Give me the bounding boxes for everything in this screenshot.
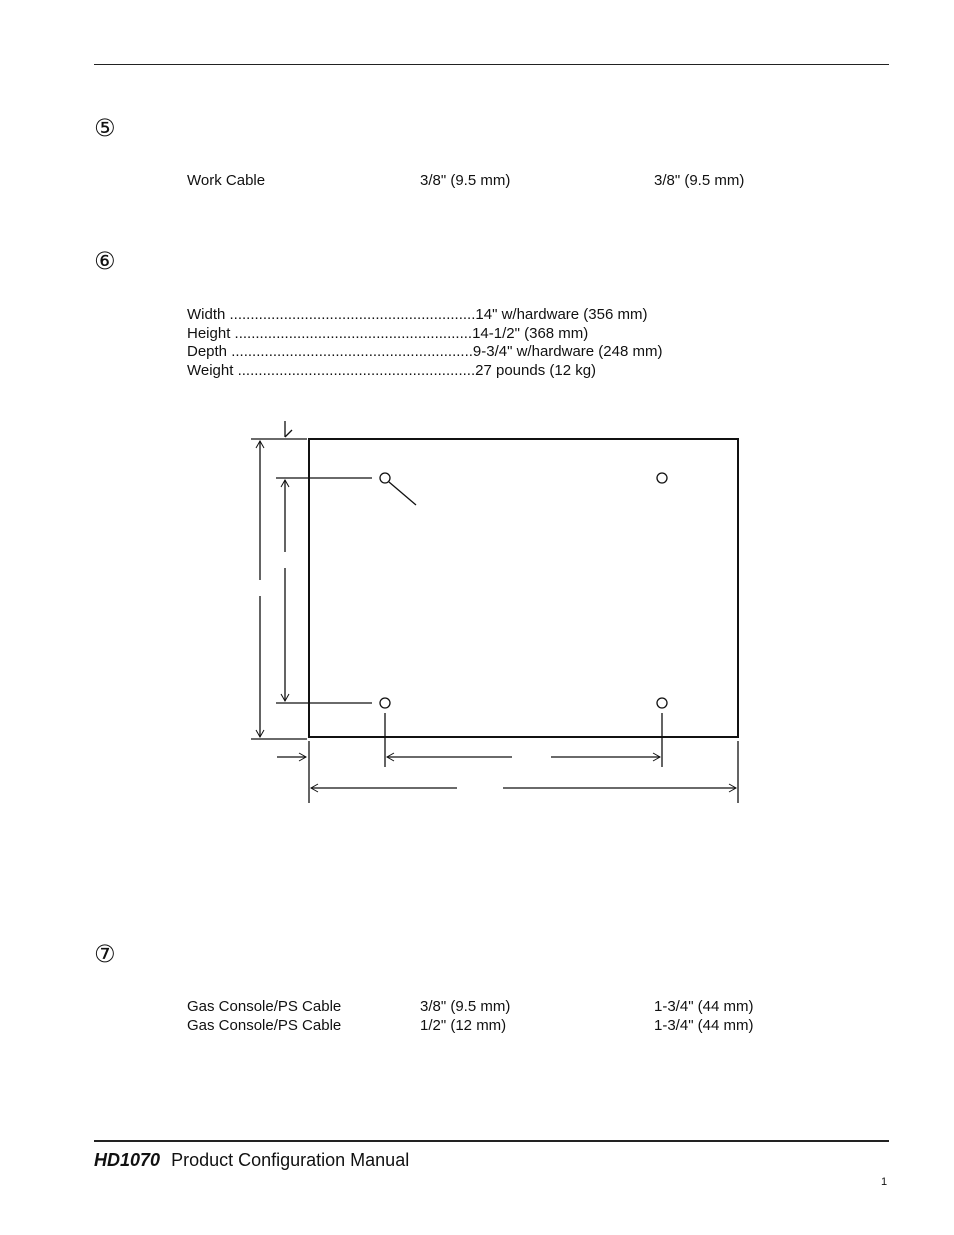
footer-title: Product Configuration Manual [171,1150,410,1170]
gas-cable-2-name: Gas Console/PS Cable [187,1017,342,1034]
page-number: 1 [881,1176,888,1188]
work-cable-col1: 3/8" (9.5 mm) [420,172,511,189]
gas-cable-2-col2: 1-3/4" (44 mm) [654,1017,754,1034]
spec-leader: ......................................................... [233,362,476,379]
spec-value: 9-3/4" w/hardware (248 mm) [472,343,663,360]
footer-model: HD1070 [94,1150,161,1170]
mounting-hole-bottom-right [657,698,667,708]
work-cable-col2: 3/8" (9.5 mm) [654,172,745,189]
enclosure-outline [309,439,738,737]
mounting-hole-bottom-left [380,698,390,708]
spec-value: 27 pounds (12 kg) [475,362,597,379]
spec-value: 14-1/2" (368 mm) [472,325,589,342]
spec-label: Weight [187,362,234,379]
section-number-5: ⑤ [94,114,116,142]
gas-cable-1-col2: 1-3/4" (44 mm) [654,998,754,1015]
spec-leader: .......................................................... [227,343,473,360]
spec-leader: ........................................................... [225,306,476,323]
spec-label: Depth [187,343,228,360]
spec-label: Width [187,306,226,323]
gas-cable-1-col1: 3/8" (9.5 mm) [420,998,511,1015]
spec-label: Height [187,325,231,342]
footer-rule [94,1140,889,1142]
height-tick-top-diag [285,430,292,437]
gas-cable-2-col1: 1/2" (12 mm) [420,1017,507,1034]
hole-leader-line [389,482,416,505]
section-number-6: ⑥ [94,247,116,275]
spec-leader: ......................................................... [230,325,473,342]
mounting-hole-top-left [380,473,390,483]
section-number-7: ⑦ [94,940,116,968]
mounting-hole-top-right [657,473,667,483]
work-cable-name: Work Cable [187,172,266,189]
spec-value: 14" w/hardware (356 mm) [475,306,648,323]
footer [94,1150,409,1171]
gas-cable-1-name: Gas Console/PS Cable [187,998,342,1015]
